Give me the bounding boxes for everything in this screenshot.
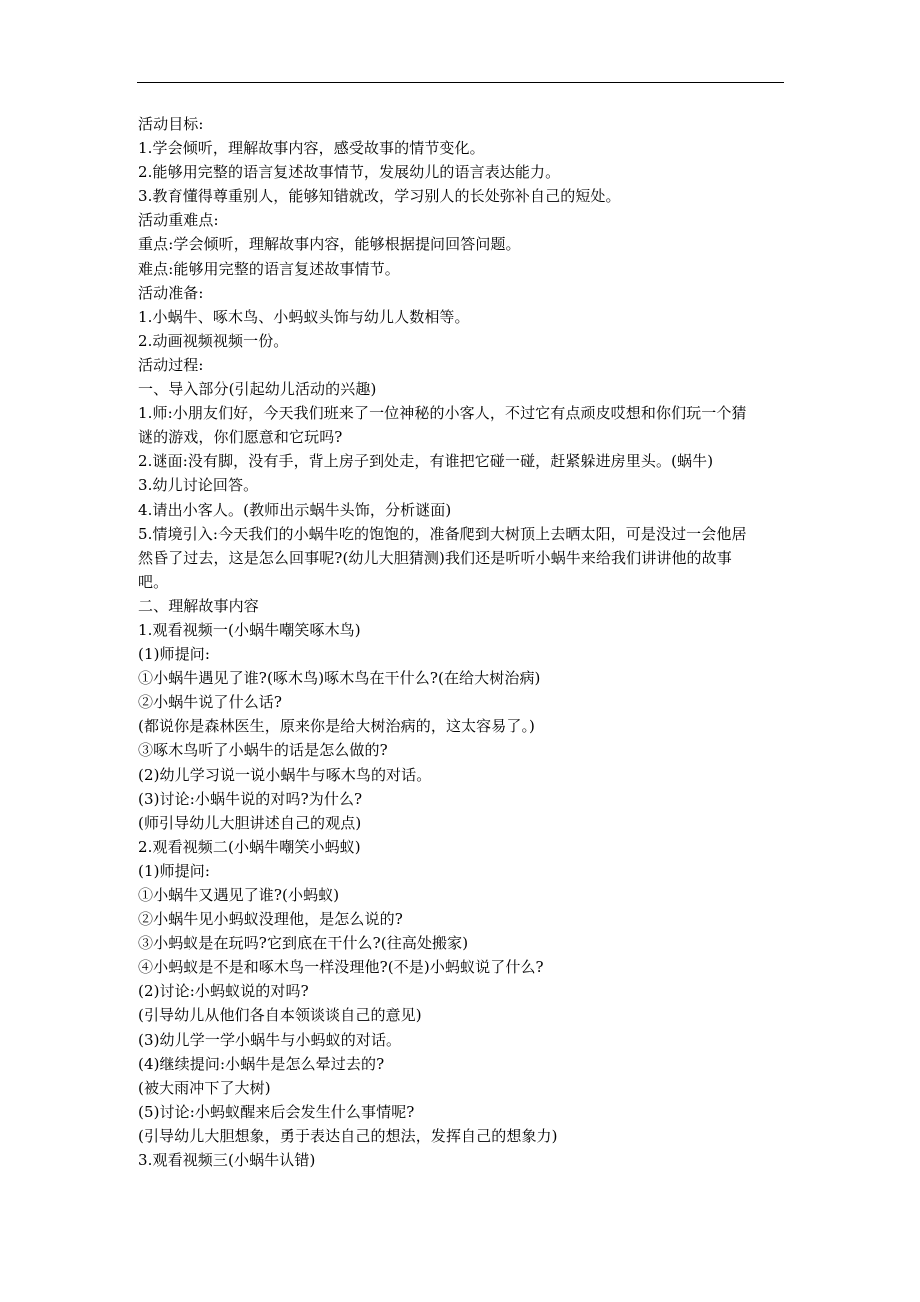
section-heading-process: 活动过程: [138, 355, 204, 374]
paragraph-line: (5)讨论:小蚂蚁醒来后会发生什么事情呢? [138, 1102, 415, 1121]
paragraph-line: ①小蜗牛遇见了谁?(啄木鸟)啄木鸟在干什么?(在给大树治病) [138, 669, 541, 688]
process-subheading: 二、理解故事内容 [138, 596, 259, 615]
goal-item: 1.学会倾听，理解故事内容，感受故事的情节变化。 [138, 139, 485, 158]
paragraph-line: (1)师提问: [138, 645, 211, 664]
paragraph-line: (3)幼儿学一学小蜗牛与小蚂蚁的对话。 [138, 1030, 402, 1049]
key-point-item: 难点:能够用完整的语言复述故事情节。 [138, 259, 400, 278]
preparation-item: 1.小蜗牛、啄木鸟、小蚂蚁头饰与幼儿人数相等。 [138, 307, 470, 326]
paragraph-line: 3.幼儿讨论回答。 [138, 476, 259, 495]
paragraph-line: (被大雨冲下了大树) [138, 1078, 271, 1097]
paragraph-line: (2)幼儿学习说一说小蜗牛与啄木鸟的对话。 [138, 765, 432, 784]
process-subheading: 一、导入部分(引起幼儿活动的兴趣) [138, 380, 377, 399]
paragraph-line: (2)讨论:小蚂蚁说的对吗? [138, 982, 309, 1001]
section-heading-key-points: 活动重难点: [138, 211, 219, 230]
section-heading-goals: 活动目标: [138, 115, 204, 133]
goal-item: 3.教育懂得尊重别人，能够知错就改，学习别人的长处弥补自己的短处。 [138, 187, 621, 206]
paragraph-line: ③小蚂蚁是在玩吗?它到底在干什么?(往高处搬家) [138, 934, 469, 953]
paragraph-line: (1)师提问: [138, 861, 211, 880]
preparation-item: 2.动画视频视频一份。 [138, 331, 289, 350]
paragraph-line: (师引导幼儿大胆讲述自己的观点) [138, 813, 362, 832]
paragraph-line: (引导幼儿从他们各自本领谈谈自己的意见) [138, 1006, 422, 1025]
paragraph-line: (4)继续提问:小蜗牛是怎么晕过去的? [138, 1054, 385, 1073]
paragraph-line: 5.情境引入:今天我们的小蜗牛吃的饱饱的，准备爬到大树顶上去晒太阳，可是没过一会他居 [138, 524, 747, 543]
paragraph-line: ④小蚂蚁是不是和啄木鸟一样没理他?(不是)小蚂蚁说了什么? [138, 958, 544, 977]
paragraph-line: ③啄木鸟听了小蜗牛的话是怎么做的? [138, 741, 388, 760]
paragraph-line: 谜的游戏，你们愿意和它玩吗? [138, 428, 343, 447]
paragraph-line: 1.师:小朋友们好，今天我们班来了一位神秘的小客人，不过它有点顽皮哎想和你们玩一个猜 [138, 404, 747, 423]
paragraph-line: (引导幼儿大胆想象，勇于表达自己的想法，发挥自己的想象力) [138, 1126, 558, 1145]
paragraph-line: 吧。 [138, 572, 169, 591]
paragraph-line: 然昏了过去，这是怎么回事呢?(幼儿大胆猜测)我们还是听听小蜗牛来给我们讲讲他的故事 [138, 548, 732, 567]
header-rule [137, 82, 784, 83]
paragraph-line: ②小蜗牛见小蚂蚁没理他，是怎么说的? [138, 910, 403, 929]
section-heading-preparation: 活动准备: [138, 283, 204, 302]
paragraph-line: ①小蜗牛又遇见了谁?(小蚂蚁) [138, 886, 340, 904]
document-body [138, 112, 786, 1172]
paragraph-line: 2.谜面:没有脚，没有手，背上房子到处走，有谁把它碰一碰，赶紧躲进房里头。(蜗牛) [138, 452, 714, 471]
paragraph-line: 3.观看视频三(小蜗牛认错) [138, 1151, 316, 1170]
key-point-item: 重点:学会倾听，理解故事内容，能够根据提问回答问题。 [138, 235, 521, 254]
paragraph-line: ②小蜗牛说了什么话? [138, 693, 283, 712]
paragraph-line: 2.观看视频二(小蜗牛嘲笑小蚂蚁) [138, 837, 361, 856]
paragraph-line: 1.观看视频一(小蜗牛嘲笑啄木鸟) [138, 620, 361, 639]
goal-item: 2.能够用完整的语言复述故事情节，发展幼儿的语言表达能力。 [138, 163, 561, 182]
paragraph-line: (都说你是森林医生，原来你是给大树治病的，这太容易了。) [138, 717, 536, 736]
paragraph-line: (3)讨论:小蜗牛说的对吗?为什么? [138, 789, 363, 808]
paragraph-line: 4.请出小客人。(教师出示蜗牛头饰，分析谜面) [138, 500, 452, 519]
